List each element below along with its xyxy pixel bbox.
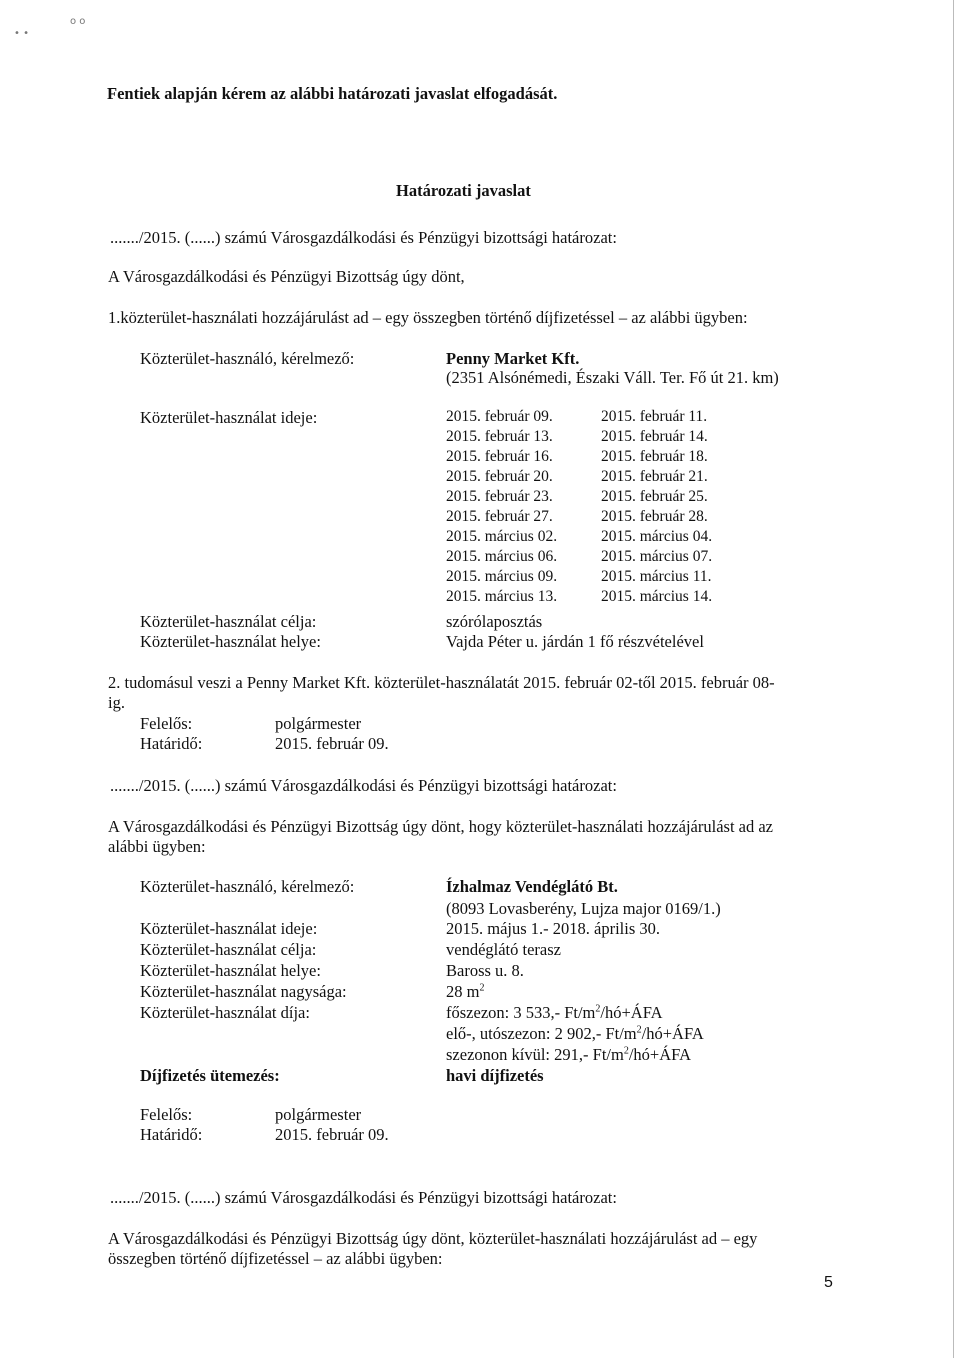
res1-resp-value: polgármester [275,714,362,733]
res2-size-number: 28 m [446,982,480,1001]
date-row [446,448,708,466]
fee-shoulder-unit: /hó+ÁFA [641,1024,704,1043]
res2-fee-peak [446,1003,663,1023]
res1-point2-line1: 2. tudomásul veszi a Penny Market Kft. közterület-használatát 2015. február 02-től 2015. február 08- [108,673,775,692]
page-number: 5 [824,1274,833,1291]
res1-applicant-label: Közterület-használó, kérelmező: [140,349,355,368]
fee-shoulder-sup: 2 [636,1024,642,1036]
date-row [446,508,708,526]
res1-place-label: Közterület-használat helye: [140,632,321,651]
date-cell: 2015. február 23. [446,488,553,505]
res2-resp-value: polgármester [275,1105,362,1124]
res2-resp-label: Felelős: [140,1105,193,1124]
res2-schedule-value: havi díjfizetés [446,1066,544,1085]
date-cell: 2015. február 27. [446,508,553,525]
res1-date-table [446,408,766,608]
res2-size-value [446,982,484,1002]
res1-decides: A Városgazdálkodási és Pénzügyi Bizottság úgy dönt, [108,267,465,286]
date-cell: 2015. március 11. [601,568,712,585]
date-row [446,588,713,606]
res2-period-value: 2015. május 1.- 2018. április 30. [446,919,661,938]
date-row [446,568,712,586]
date-cell: 2015. március 04. [601,528,713,545]
res1-header: ......./2015. (......) számú Városgazdálkodási és Pénzügyi bizottsági határozat: [110,228,617,247]
res2-deadline-value: 2015. február 09. [275,1125,389,1144]
res1-point1: 1.közterület-használati hozzájárulást ad – egy összegben történő díjfizetéssel – az alábbi ügyben: [108,308,748,327]
date-cell: 2015. március 09. [446,568,558,585]
res2-size-sup: 2 [479,982,485,994]
res2-fee-label: Közterület-használat díja: [140,1003,310,1022]
res2-period-label: Közterület-használat ideje: [140,919,318,938]
res2-decides-line1: A Városgazdálkodási és Pénzügyi Bizottság úgy dönt, hogy közterület-használati hozzájárulást ad az [108,817,773,836]
res1-deadline-label: Határidő: [140,734,203,753]
date-row [446,528,713,546]
date-row [446,488,708,506]
date-cell: 2015. március 13. [446,588,558,605]
fee-peak-text: főszezon: 3 533,- Ft/m [446,1003,596,1022]
proposal-title: Határozati javaslat [396,181,531,200]
date-cell: 2015. március 07. [601,548,713,565]
date-cell: 2015. február 18. [601,448,708,465]
date-cell: 2015. február 13. [446,428,553,445]
date-cell: 2015. február 14. [601,428,708,445]
res1-resp-label: Felelős: [140,714,193,733]
res2-decides-line2: alábbi ügyben: [108,837,206,856]
res1-purpose-label: Közterület-használat célja: [140,612,317,631]
date-cell: 2015. február 20. [446,468,553,485]
res2-applicant-label: Közterület-használó, kérelmező: [140,877,355,896]
res3-decides-line1: A Városgazdálkodási és Pénzügyi Bizottság úgy dönt, közterület-használati hozzájárulást ad – egy [108,1229,758,1248]
res2-applicant-address: (8093 Lovasberény, Lujza major 0169/1.) [446,899,721,918]
date-cell: 2015. február 21. [601,468,708,485]
res3-decides-line2: összegben történő díjfizetéssel – az alábbi ügyben: [108,1249,443,1268]
date-cell: 2015. február 28. [601,508,708,525]
date-cell: 2015. február 11. [601,408,708,425]
res2-header: ......./2015. (......) számú Városgazdálkodási és Pénzügyi bizottsági határozat: [110,776,617,795]
date-cell: 2015. március 02. [446,528,558,545]
date-row [446,408,708,426]
intro-text: Fentiek alapján kérem az alábbi határozati javaslat elfogadását. [107,84,558,103]
res1-applicant-address: (2351 Alsónémedi, Északi Váll. Ter. Fő út 21. km) [446,368,779,387]
scan-mark-top: o o [70,16,86,27]
res1-period-label: Közterület-használat ideje: [140,408,318,427]
res2-deadline-label: Határidő: [140,1125,203,1144]
res2-fee-offseason [446,1045,691,1065]
fee-peak-unit: /hó+ÁFA [600,1003,663,1022]
scan-edge-line [953,0,954,1358]
fee-peak-sup: 2 [595,1003,601,1015]
date-cell: 2015. február 25. [601,488,708,505]
date-cell: 2015. február 09. [446,408,553,425]
res3-header: ......./2015. (......) számú Városgazdálkodási és Pénzügyi bizottsági határozat: [110,1188,617,1207]
res2-schedule-label: Díjfizetés ütemezés: [140,1066,280,1085]
fee-offseason-text: szezonon kívül: 291,- Ft/m [446,1045,624,1064]
res1-purpose-value: szórólaposztás [446,612,543,631]
date-row [446,548,713,566]
date-cell: 2015. február 16. [446,448,553,465]
res2-size-label: Közterület-használat nagysága: [140,982,347,1001]
res1-point2-line2: ig. [108,693,125,712]
scan-mark-left: • • [14,28,29,39]
date-row [446,468,708,486]
fee-offseason-unit: /hó+ÁFA [628,1045,692,1064]
res1-place-value: Vajda Péter u. járdán 1 fő részvételével [446,632,704,651]
fee-offseason-sup: 2 [623,1045,629,1057]
res2-purpose-value: vendéglátó terasz [446,940,561,959]
res2-place-label: Közterület-használat helye: [140,961,321,980]
res2-applicant-name: Ízhalmaz Vendéglátó Bt. [446,877,618,896]
date-cell: 2015. március 06. [446,548,558,565]
res2-fee-shoulder [446,1024,704,1044]
res1-applicant-name: Penny Market Kft. [446,349,580,368]
res1-deadline-value: 2015. február 09. [275,734,389,753]
res2-place-value: Baross u. 8. [446,961,524,980]
fee-shoulder-text: elő-, utószezon: 2 902,- Ft/m [446,1024,637,1043]
res2-purpose-label: Közterület-használat célja: [140,940,317,959]
date-cell: 2015. március 14. [601,588,713,605]
date-row [446,428,708,446]
